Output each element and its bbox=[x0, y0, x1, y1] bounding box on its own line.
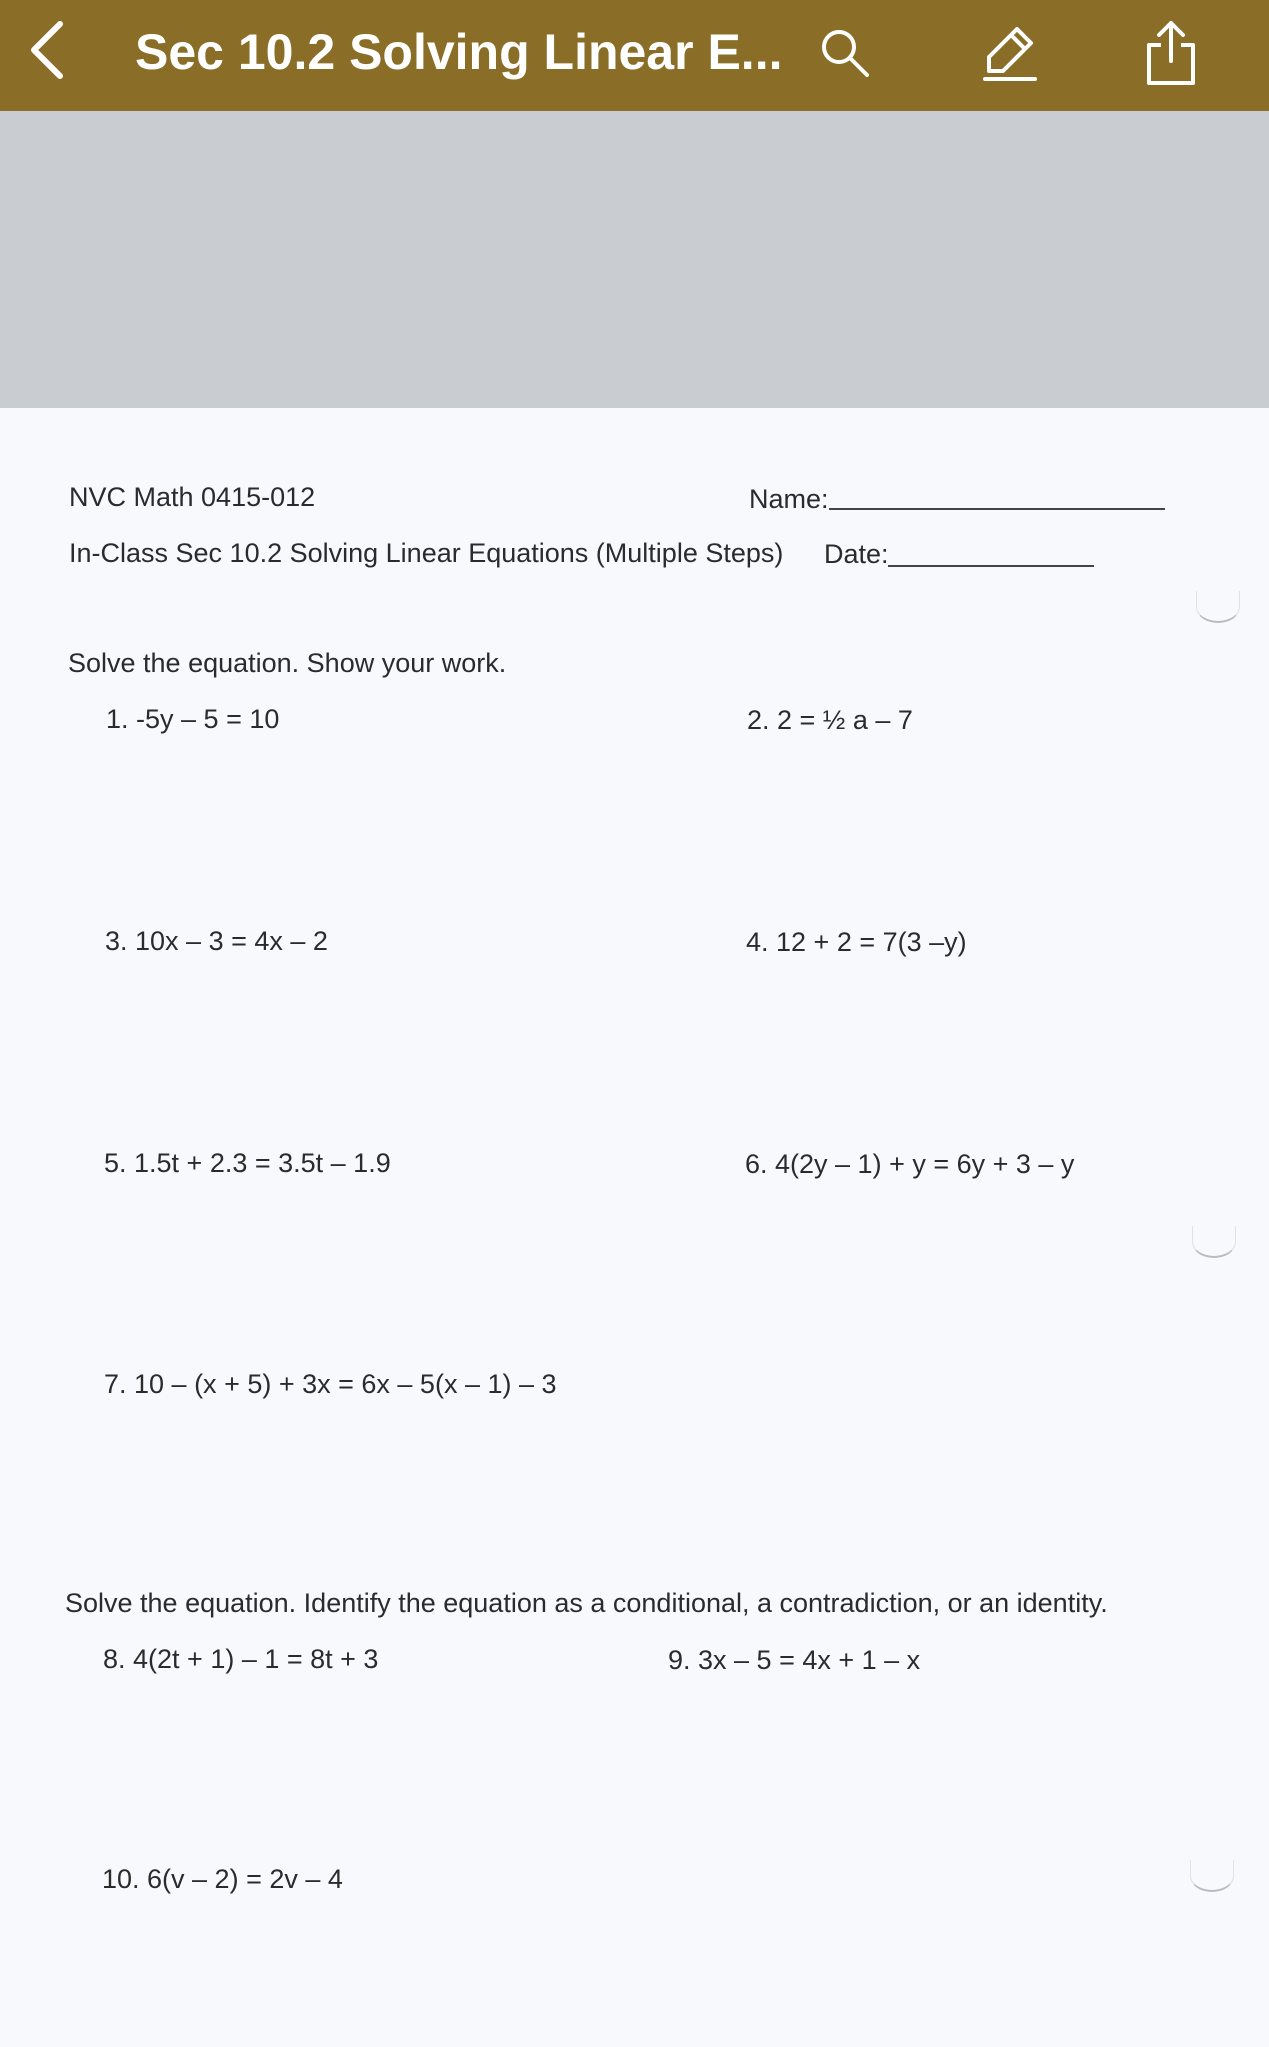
problem-7: 7. 10 – (x + 5) + 3x = 6x – 5(x – 1) – 3 bbox=[104, 1369, 557, 1399]
back-button[interactable] bbox=[14, 10, 78, 90]
markup-icon bbox=[977, 21, 1041, 85]
punch-hole-bottom bbox=[1190, 1860, 1234, 1892]
markup-button[interactable] bbox=[964, 10, 1054, 96]
chevron-left-icon bbox=[24, 18, 68, 82]
search-icon bbox=[817, 25, 873, 81]
share-icon bbox=[1139, 17, 1203, 89]
top-toolbar bbox=[0, 0, 1269, 111]
problem-6: 6. 4(2y – 1) + y = 6y + 3 – y bbox=[745, 1149, 1075, 1179]
problem-2: 2. 2 = ½ a – 7 bbox=[747, 705, 913, 735]
problem-3: 3. 10x – 3 = 4x – 2 bbox=[105, 926, 328, 956]
name-line bbox=[829, 508, 1165, 510]
problem-10: 10. 6(v – 2) = 2v – 4 bbox=[102, 1864, 343, 1894]
punch-hole-middle bbox=[1192, 1226, 1236, 1258]
share-button[interactable] bbox=[1126, 10, 1216, 96]
section2-instruction: Solve the equation. Identify the equation as a conditional, a contradiction, or an identity. bbox=[65, 1588, 1108, 1618]
page-gap bbox=[0, 111, 1269, 408]
problem-8: 8. 4(2t + 1) – 1 = 8t + 3 bbox=[103, 1644, 379, 1674]
problem-4: 4. 12 + 2 = 7(3 –y) bbox=[746, 927, 967, 957]
date-label: Date: bbox=[824, 539, 889, 569]
problem-5: 5. 1.5t + 2.3 = 3.5t – 1.9 bbox=[104, 1148, 391, 1178]
punch-hole-top bbox=[1196, 591, 1240, 623]
search-button[interactable] bbox=[800, 10, 890, 96]
course-label: NVC Math 0415-012 bbox=[69, 482, 316, 512]
section1-instruction: Solve the equation. Show your work. bbox=[68, 648, 507, 678]
document-title: Sec 10.2 Solving Linear E... bbox=[135, 24, 783, 80]
date-line bbox=[888, 565, 1094, 567]
document-page[interactable] bbox=[0, 408, 1269, 2047]
problem-1: 1. -5y – 5 = 10 bbox=[106, 704, 280, 734]
worksheet-subtitle: In-Class Sec 10.2 Solving Linear Equations (Multiple Steps) bbox=[69, 538, 784, 568]
problem-9: 9. 3x – 5 = 4x + 1 – x bbox=[668, 1645, 921, 1675]
name-label: Name: bbox=[749, 484, 829, 514]
